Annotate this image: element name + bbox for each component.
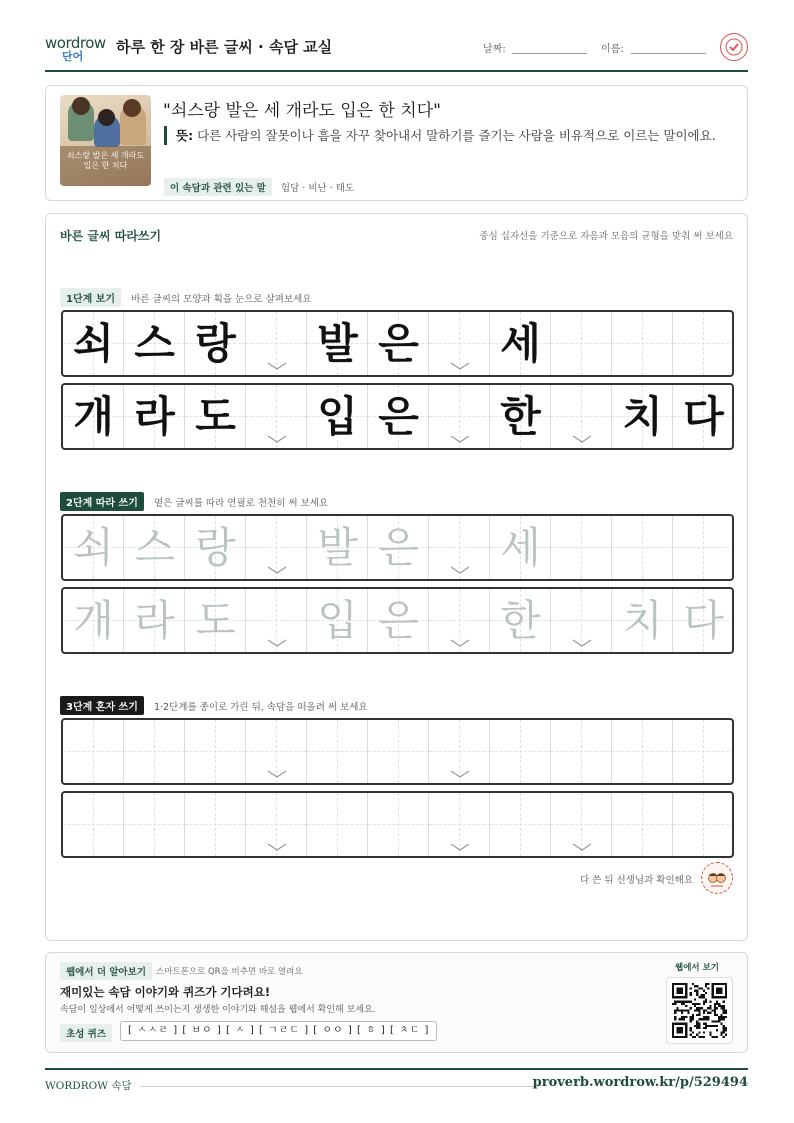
- grid-char: 라: [134, 596, 175, 645]
- wordrow-logo[interactable]: [45, 34, 107, 64]
- grid-cell[interactable]: [490, 793, 551, 856]
- grid-cell: [673, 312, 734, 375]
- grid-cell[interactable]: [246, 516, 307, 579]
- grid-char: 세: [500, 523, 541, 572]
- proverb-card: [45, 85, 748, 201]
- space-mark-icon: [266, 842, 288, 852]
- practice-note: 중심 십자선을 기준으로 자음과 모음의 균형을 맞춰 써 보세요: [479, 231, 733, 242]
- space-mark-icon: [449, 361, 471, 371]
- teacher-check-stamp-icon: [701, 862, 733, 894]
- date-label: 날짜:: [483, 44, 506, 55]
- space-mark-icon: [449, 434, 471, 444]
- name-field[interactable]: [631, 53, 706, 54]
- grid-char: 쇠: [73, 319, 114, 368]
- grid-cell[interactable]: [551, 720, 612, 783]
- grid-char: 쇠: [73, 523, 114, 572]
- grid-cell: [429, 312, 490, 375]
- grid-char: 랑: [195, 319, 236, 368]
- practice-title: 바른 글씨 따라쓰기: [60, 229, 162, 243]
- quiz-label: 초성 퀴즈: [60, 1024, 112, 1042]
- grid-cell[interactable]: [63, 589, 124, 652]
- grid-char: 스: [134, 523, 175, 572]
- space-mark-icon: [266, 638, 288, 648]
- grid-cell[interactable]: [551, 516, 612, 579]
- grid-cell: [307, 312, 368, 375]
- space-mark-icon: [449, 842, 471, 852]
- space-mark-icon: [571, 638, 593, 648]
- footer-divider: [140, 1086, 537, 1087]
- grid-cell[interactable]: [490, 720, 551, 783]
- grid-cell[interactable]: [246, 793, 307, 856]
- grid-cell[interactable]: [612, 516, 673, 579]
- related-label: 이 속담과 관련 있는 말: [164, 178, 272, 196]
- footer: [45, 1068, 748, 1098]
- trace-row-2[interactable]: [61, 587, 734, 654]
- grid-cell[interactable]: [307, 793, 368, 856]
- grid-cell: [63, 312, 124, 375]
- grid-cell: [185, 385, 246, 448]
- grid-cell[interactable]: [673, 516, 734, 579]
- grid-cell[interactable]: [185, 793, 246, 856]
- step-2: [60, 491, 328, 509]
- grid-cell[interactable]: [63, 516, 124, 579]
- grid-cell[interactable]: [124, 720, 185, 783]
- related-words: [164, 176, 355, 194]
- space-mark-icon: [571, 842, 593, 852]
- grid-cell: [612, 385, 673, 448]
- footer-url[interactable]: proverb.wordrow.kr/p/529494: [532, 1075, 748, 1090]
- meaning-text: 다른 사람의 잘못이나 흠을 자꾸 찾아내서 말하기를 즐기는 사람을 비유적으로 이르는 말이에요.: [197, 128, 716, 143]
- grid-cell: [551, 312, 612, 375]
- step-2-badge: 2단계 따라 쓰기: [60, 492, 144, 511]
- trace-row-1[interactable]: [61, 514, 734, 581]
- grid-cell[interactable]: [124, 793, 185, 856]
- space-mark-icon: [266, 361, 288, 371]
- grid-char: 은: [378, 319, 419, 368]
- model-row-1: [61, 310, 734, 377]
- grid-char: 개: [73, 596, 114, 645]
- model-row-2: [61, 383, 734, 450]
- grid-cell: [185, 312, 246, 375]
- page-title: 하루 한 장 바른 글씨 · 속담 교실: [116, 38, 333, 56]
- practice-section: [45, 213, 748, 941]
- grid-char: 발: [317, 523, 358, 572]
- grid-char: 치: [622, 392, 663, 441]
- grid-cell[interactable]: [368, 516, 429, 579]
- approval-stamp-icon: [720, 33, 748, 61]
- grid-char: 세: [500, 319, 541, 368]
- grid-cell: [551, 385, 612, 448]
- grid-cell[interactable]: [368, 793, 429, 856]
- grid-cell[interactable]: [612, 589, 673, 652]
- proverb-quote: "쇠스랑 발은 세 개라도 입은 한 치다": [163, 101, 441, 121]
- step-1: [60, 287, 311, 305]
- web-desc: 속담이 일상에서 어떻게 쓰이는지 생생한 이야기와 해설을 웹에서 확인해 보세요.: [60, 1005, 376, 1015]
- space-mark-icon: [266, 769, 288, 779]
- grid-cell[interactable]: [246, 589, 307, 652]
- grid-cell[interactable]: [307, 589, 368, 652]
- logo-subtext: 단어: [62, 50, 84, 63]
- grid-char: 다: [683, 392, 724, 441]
- blank-row-2[interactable]: [61, 791, 734, 858]
- space-mark-icon: [571, 434, 593, 444]
- web-title: 재미있는 속담 이야기와 퀴즈가 기다려요!: [60, 985, 271, 999]
- grid-cell[interactable]: [612, 720, 673, 783]
- grid-char: 입: [317, 392, 358, 441]
- grid-char: 라: [134, 392, 175, 441]
- grid-cell[interactable]: [673, 720, 734, 783]
- grid-cell[interactable]: [368, 720, 429, 783]
- grid-char: 은: [378, 596, 419, 645]
- check-text: 다 쓴 뒤 선생님과 확인해요: [579, 875, 693, 886]
- illustration-caption: 쇠스랑 발은 세 개라도 입은 한 치다: [60, 146, 151, 186]
- qr-label: 웹에서 보기: [674, 963, 719, 973]
- grid-cell[interactable]: [429, 516, 490, 579]
- step-2-desc: 옅은 글씨를 따라 연필로 천천히 써 보세요: [153, 497, 329, 509]
- grid-cell[interactable]: [63, 793, 124, 856]
- name-label: 이름:: [601, 44, 624, 55]
- grid-cell[interactable]: [246, 720, 307, 783]
- space-mark-icon: [449, 769, 471, 779]
- grid-cell[interactable]: [673, 589, 734, 652]
- grid-cell[interactable]: [551, 589, 612, 652]
- grid-cell: [490, 312, 551, 375]
- grid-char: 개: [73, 392, 114, 441]
- proverb-illustration: [60, 95, 151, 186]
- web-badge: 웹에서 더 알아보기: [60, 962, 152, 980]
- grid-cell[interactable]: [612, 793, 673, 856]
- grid-char: 은: [378, 523, 419, 572]
- grid-cell: [124, 385, 185, 448]
- step-1-badge: 1단계 보기: [60, 288, 121, 307]
- related-words-text: 험담 · 비난 · 태도: [280, 182, 355, 194]
- grid-cell[interactable]: [185, 516, 246, 579]
- grid-cell[interactable]: [490, 516, 551, 579]
- grid-cell[interactable]: [368, 589, 429, 652]
- grid-char: 도: [195, 392, 236, 441]
- meaning-label: 뜻:: [176, 128, 194, 143]
- blank-row-1[interactable]: [61, 718, 734, 785]
- grid-cell[interactable]: [307, 720, 368, 783]
- grid-cell[interactable]: [429, 589, 490, 652]
- grid-cell: [429, 385, 490, 448]
- step-3-desc: 1·2단계를 종이로 가린 뒤, 속담을 떠올려 써 보세요: [153, 701, 368, 713]
- grid-char: 한: [500, 392, 541, 441]
- step-3-badge: 3단계 혼자 쓰기: [60, 696, 144, 715]
- web-promo: [45, 952, 748, 1053]
- date-field[interactable]: [512, 53, 587, 54]
- grid-cell: [307, 385, 368, 448]
- web-sub: 스마트폰으로 QR을 비추면 바로 열려요: [156, 967, 303, 977]
- grid-cell[interactable]: [307, 516, 368, 579]
- grid-char: 한: [500, 596, 541, 645]
- grid-cell[interactable]: [124, 589, 185, 652]
- grid-char: 다: [683, 596, 724, 645]
- grid-cell[interactable]: [551, 793, 612, 856]
- grid-cell[interactable]: [429, 720, 490, 783]
- grid-cell: [63, 385, 124, 448]
- initial-consonant-quiz: [ ㅅㅅㄹ ] [ ㅂㅇ ] [ ㅅ ] [ ㄱㄹㄷ ] [ ㅇㅇ ] [ ㅎ ] [ ㅊㄷ ]: [120, 1021, 437, 1041]
- step-3: [60, 695, 368, 713]
- space-mark-icon: [266, 565, 288, 575]
- grid-cell[interactable]: [185, 720, 246, 783]
- grid-cell: [368, 385, 429, 448]
- grid-char: 스: [134, 319, 175, 368]
- grid-cell: [673, 385, 734, 448]
- grid-char: 발: [317, 319, 358, 368]
- grid-cell: [124, 312, 185, 375]
- grid-cell: [612, 312, 673, 375]
- proverb-meaning: [164, 126, 734, 145]
- grid-char: 은: [378, 392, 419, 441]
- grid-cell: [246, 312, 307, 375]
- space-mark-icon: [449, 638, 471, 648]
- grid-cell[interactable]: [673, 793, 734, 856]
- grid-cell[interactable]: [490, 589, 551, 652]
- grid-cell[interactable]: [63, 720, 124, 783]
- grid-cell[interactable]: [429, 793, 490, 856]
- grid-cell[interactable]: [124, 516, 185, 579]
- footer-brand: WORDROW 속담: [45, 1080, 132, 1092]
- grid-char: 랑: [195, 523, 236, 572]
- space-mark-icon: [266, 434, 288, 444]
- grid-cell: [490, 385, 551, 448]
- grid-char: 입: [317, 596, 358, 645]
- grid-char: 도: [195, 596, 236, 645]
- step-1-desc: 바른 글씨의 모양과 획을 눈으로 살펴보세요: [131, 293, 312, 305]
- grid-cell: [368, 312, 429, 375]
- grid-cell[interactable]: [185, 589, 246, 652]
- logo-text: wordrow: [45, 34, 106, 52]
- space-mark-icon: [449, 565, 471, 575]
- grid-char: 치: [622, 596, 663, 645]
- grid-cell: [246, 385, 307, 448]
- qr-code-icon[interactable]: [666, 977, 733, 1044]
- header: [45, 28, 748, 72]
